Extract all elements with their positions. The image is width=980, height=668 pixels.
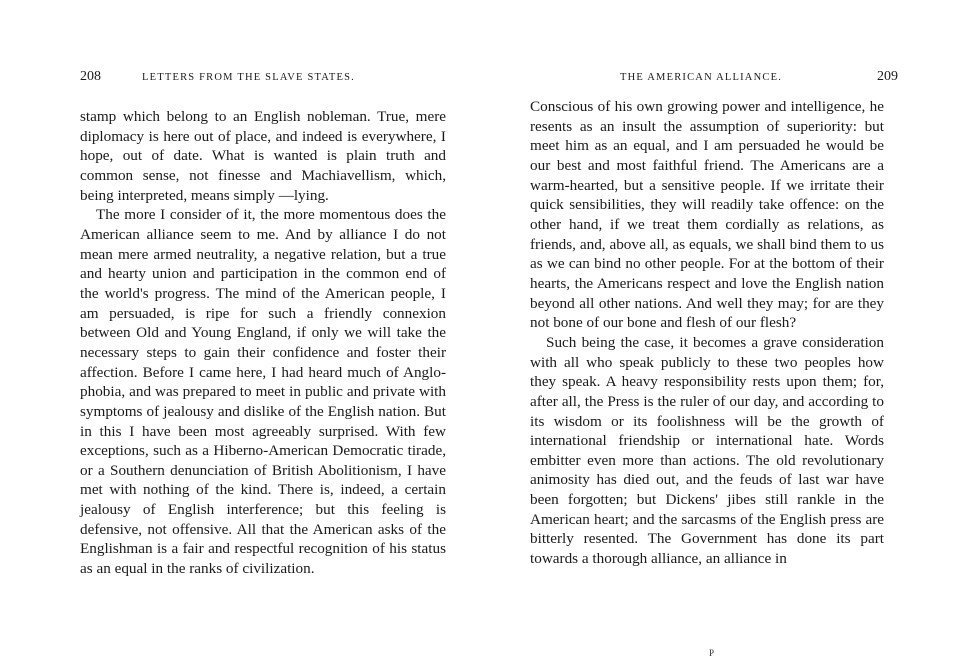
right-running-title: THE AMERICAN ALLIANCE.	[620, 72, 783, 83]
left-paragraph-1: stamp which belong to an English nobleman. True, mere diplomacy is here out of place, and indeed is everywhere, I hope, out of date. What is wanted is plain truth and common sense, not finesse and Machiavellism, which, being interpreted, means simply —lying.	[80, 108, 446, 204]
left-page-number: 208	[80, 69, 101, 84]
left-text-block	[80, 107, 446, 579]
right-text-block	[530, 97, 884, 569]
left-paragraph-2: The more I consider of it, the more momentous does the American alliance seem to me. And by alliance I do not mean mere armed neutrality, a negative relation, but a true and hearty union and participation in the common end of the world's progress. The mind of the American people, I am persuaded, is ripe for such a friendly connexion between Old and Young England, if only we will take the necessary steps to gain their confidence and foster their affection. Before I came here, I had heard much of Anglo-phobia, and was prepared to meet in public and private with symptoms of jealousy and dislike of the English nation. But in this I have been most agreeably surprised. With few exceptions, such as a Hiberno-American Democratic tirade, or a Southern denunciation of British Abolitionism, I have met with nothing of the kind. There is, indeed, a certain jealousy of English interference; but this feeling is defensive, not offensive. All that the American asks of the Englishman is a fair and respectful recognition of his status as an equal in the ranks of civilization.	[80, 206, 446, 578]
right-paragraph-1: Conscious of his own growing power and intelligence, he resents as an insult the assumption of superiority: but meet him as an equal, and I am persuaded he would be our best and most faithful friend. The Americans are a warm-hearted, but a sensitive people. If we irritate their quick sensibilities, they will readily take offence: on the other hand, if we treat them cordially as relations, as friends, and, above all, as equals, we shall bind them to us as we can bind no other people. For at the bottom of their hearts, the Americans respect and love the English nation beyond all other nations. And well they may; for are they not bone of our bone and flesh of our flesh?	[530, 98, 884, 332]
right-page-number: 209	[877, 69, 898, 84]
right-paragraph-2: Such being the case, it becomes a grave consideration with all who speak publicly to these two peoples how they speak. A heavy responsibility rests upon them; for, after all, the Press is the ruler of our day, and according to its wisdom or its foolishness will be the growth of international friendship or international hate. Words embitter even more than actions. The old revolutionary animosity has died out, and the feuds of last war have been forgotten; but Dickens' jibes still rankle in the American heart; and the sarcasms of the English press are bitterly resented. The Government has done its part towards a thorough alliance, an alliance in	[530, 333, 884, 568]
left-running-head	[80, 70, 446, 84]
left-running-title: LETTERS FROM THE SLAVE STATES.	[142, 72, 355, 83]
right-page	[490, 0, 980, 668]
signature-mark: P	[709, 648, 715, 658]
right-running-head	[530, 70, 898, 84]
